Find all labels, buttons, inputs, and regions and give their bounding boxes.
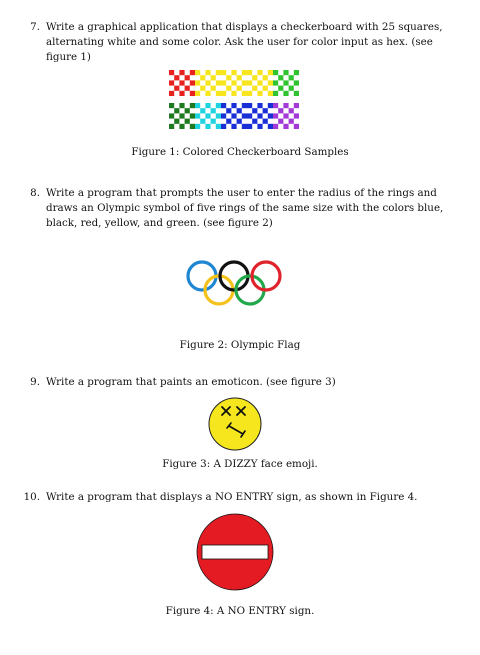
checker-square (174, 108, 179, 113)
checker-square (221, 124, 226, 129)
checker-square (289, 86, 294, 91)
checker-square (231, 91, 236, 96)
checker-square (294, 80, 299, 85)
checker-square (231, 113, 236, 118)
checker-square (174, 119, 179, 124)
checker-square (247, 113, 252, 118)
figure-3-caption: Figure 3: A DIZZY face emoji. (162, 458, 318, 470)
checker-square (169, 103, 174, 108)
exercise-number: 7. (30, 21, 40, 33)
checker-square (179, 124, 184, 129)
checker-square (195, 91, 200, 96)
checker-square (226, 86, 231, 91)
checker-square (247, 80, 252, 85)
emoji-face (209, 398, 261, 450)
checker-square (283, 124, 288, 129)
checker-square (179, 91, 184, 96)
checker-square (273, 70, 278, 75)
no-entry-bar (202, 545, 268, 559)
checker-square (294, 103, 299, 108)
checker-square (195, 113, 200, 118)
checker-square (195, 80, 200, 85)
checker-square (257, 80, 262, 85)
olympic-rings-figure (184, 259, 284, 311)
checker-square (278, 75, 283, 80)
figure-1-caption: Figure 1: Colored Checkerboard Samples (131, 146, 349, 158)
checker-square (283, 91, 288, 96)
checker-square (257, 124, 262, 129)
checker-square (221, 113, 226, 118)
checker-square (242, 91, 247, 96)
checker-square (169, 113, 174, 118)
exercise-text: Write a program that displays a NO ENTRY sign, as shown in Figure 4. (46, 491, 418, 503)
checker-square (273, 113, 278, 118)
figure-2-caption: Figure 2: Olympic Flag (179, 339, 301, 351)
checker-square (226, 119, 231, 124)
checker-square (190, 113, 195, 118)
checker-square (226, 108, 231, 113)
exercise-text: Write a graphical application that displays a checkerboard with 25 squares, alternating white and some color. Ask the user for color input as hex. (see figure 1) (46, 21, 443, 63)
checker-square (190, 124, 195, 129)
checker-square (205, 91, 210, 96)
checker-square (195, 70, 200, 75)
exercise-number: 9. (30, 376, 40, 388)
checker-square (268, 91, 273, 96)
checker-square (174, 75, 179, 80)
checker-square (205, 103, 210, 108)
checker-square (221, 91, 226, 96)
checker-square (257, 91, 262, 96)
checker-square (247, 70, 252, 75)
checker-square (263, 108, 268, 113)
checker-square (169, 70, 174, 75)
checker-square (226, 75, 231, 80)
checker-square (216, 91, 221, 96)
no-entry-sign-figure (196, 513, 274, 595)
checker-square (216, 103, 221, 108)
checker-square (242, 103, 247, 108)
checker-square (257, 70, 262, 75)
checker-square (263, 75, 268, 80)
checker-square (273, 91, 278, 96)
checker-square (242, 124, 247, 129)
checker-square (221, 70, 226, 75)
checker-square (211, 86, 216, 91)
checker-square (190, 103, 195, 108)
checker-square (195, 103, 200, 108)
checker-square (294, 124, 299, 129)
checker-square (268, 124, 273, 129)
checker-square (221, 103, 226, 108)
checker-square (200, 119, 205, 124)
checker-square (185, 108, 190, 113)
checker-square (179, 80, 184, 85)
checker-square (211, 108, 216, 113)
checker-square (278, 86, 283, 91)
checker-square (231, 70, 236, 75)
checker-square (185, 119, 190, 124)
checker-square (273, 80, 278, 85)
checker-square (268, 70, 273, 75)
checker-square (263, 119, 268, 124)
checker-square (289, 119, 294, 124)
dizzy-face-figure (207, 396, 263, 456)
checker-square (179, 113, 184, 118)
checker-square (205, 70, 210, 75)
checker-square (268, 113, 273, 118)
checker-square (263, 86, 268, 91)
checker-square (169, 80, 174, 85)
checker-square (289, 75, 294, 80)
exercise-text: Write a program that paints an emoticon. (see figure 3) (46, 376, 336, 388)
checker-square (200, 75, 205, 80)
checker-square (211, 75, 216, 80)
checker-square (289, 108, 294, 113)
checker-square (179, 103, 184, 108)
checker-square (257, 103, 262, 108)
exercise-text: Write a program that prompts the user to enter the radius of the rings and draws an Olympic symbol of five rings of the same size with the colors blue, black, red, yellow, and green. (see figure 2) (46, 187, 444, 229)
checker-square (257, 113, 262, 118)
checker-square (252, 119, 257, 124)
checker-square (268, 80, 273, 85)
checker-square (283, 70, 288, 75)
checker-square (273, 124, 278, 129)
ring-blue (188, 262, 216, 290)
checker-square (242, 80, 247, 85)
checker-square (169, 91, 174, 96)
checker-square (169, 124, 174, 129)
checker-square (247, 91, 252, 96)
checker-square (185, 75, 190, 80)
checker-square (231, 103, 236, 108)
checker-square (237, 108, 242, 113)
checker-square (205, 124, 210, 129)
checker-square (294, 113, 299, 118)
checker-square (195, 124, 200, 129)
checker-square (185, 86, 190, 91)
checker-square (252, 108, 257, 113)
checker-square (278, 108, 283, 113)
checker-square (283, 113, 288, 118)
checker-square (252, 75, 257, 80)
checker-square (237, 119, 242, 124)
checker-square (278, 119, 283, 124)
exercise-number: 10. (23, 491, 40, 503)
checker-square (205, 80, 210, 85)
exercise-number: 8. (30, 187, 40, 199)
checker-square (231, 124, 236, 129)
checker-square (216, 124, 221, 129)
checker-square (294, 70, 299, 75)
checker-square (237, 75, 242, 80)
checker-square (294, 91, 299, 96)
checker-square (252, 86, 257, 91)
checker-square (190, 91, 195, 96)
figure-4-caption: Figure 4: A NO ENTRY sign. (165, 605, 315, 617)
checker-square (179, 70, 184, 75)
checker-square (237, 86, 242, 91)
checkerboard-figure (169, 70, 299, 136)
checker-square (200, 108, 205, 113)
checker-square (283, 80, 288, 85)
checker-square (190, 80, 195, 85)
checker-square (200, 86, 205, 91)
checker-square (211, 119, 216, 124)
checker-square (216, 80, 221, 85)
checker-square (273, 103, 278, 108)
checker-square (283, 103, 288, 108)
checker-square (174, 86, 179, 91)
checker-square (205, 113, 210, 118)
checker-square (216, 70, 221, 75)
checker-square (247, 124, 252, 129)
checker-square (268, 103, 273, 108)
checker-square (190, 70, 195, 75)
checker-square (231, 80, 236, 85)
checker-square (216, 113, 221, 118)
checker-square (221, 80, 226, 85)
checker-square (247, 103, 252, 108)
checker-square (242, 113, 247, 118)
checker-square (242, 70, 247, 75)
